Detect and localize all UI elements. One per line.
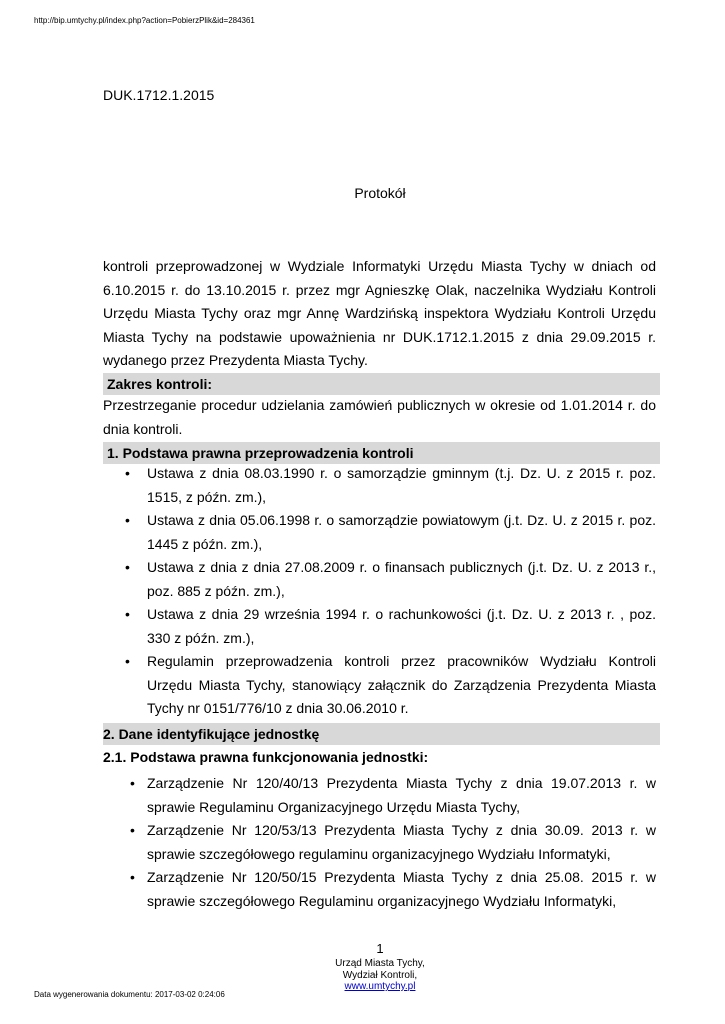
list-item xyxy=(125,556,656,603)
list-item xyxy=(125,603,656,650)
bullet-icon: • xyxy=(130,822,135,838)
page-number: 1 xyxy=(376,941,384,956)
section1-heading: 1. Podstawa prawna przeprowadzenia kontroli xyxy=(103,442,660,464)
case-number: DUK.1712.1.2015 xyxy=(103,87,215,103)
source-url: http://bip.umtychy.pl/index.php?action=PobierzPlik&id=284361 xyxy=(34,16,255,25)
list-item xyxy=(125,509,656,556)
list-item xyxy=(125,650,656,721)
footer-link[interactable]: www.umtychy.pl xyxy=(344,981,416,992)
list-item xyxy=(130,819,656,866)
footer-office: Urząd Miasta Tychy, xyxy=(335,958,425,969)
list-item-text: Ustawa z dnia z dnia 27.08.2009 r. o finansach publicznych (j.t. Dz. U. z 2013 r., poz. 885 z późn. zm.), xyxy=(147,559,656,599)
bullet-icon: • xyxy=(125,559,130,575)
section1-list xyxy=(125,462,656,721)
list-item xyxy=(130,866,656,913)
section21-list xyxy=(130,772,656,913)
scope-text: Przestrzeganie procedur udzielania zamówień publicznych w okresie od 1.01.2014 r. do dnia kontroli. xyxy=(103,397,656,437)
section2-heading: 2. Dane identyfikujące jednostkę xyxy=(103,723,660,745)
generation-date: Data wygenerowania dokumentu: 2017-03-02 0:24:06 xyxy=(34,990,225,999)
bullet-icon: • xyxy=(130,775,135,791)
list-item xyxy=(125,462,656,509)
bullet-icon: • xyxy=(125,606,130,622)
list-item-text: Zarządzenie Nr 120/50/15 Prezydenta Miasta Tychy z dnia 25.08. 2015 r. w sprawie szczegółowego Regulaminu organizacyjnego Wydziału Informatyki, xyxy=(147,869,656,909)
footer-department: Wydział Kontroli, xyxy=(342,970,418,981)
list-item-text: Zarządzenie Nr 120/53/13 Prezydenta Miasta Tychy z dnia 30.09. 2013 r. w sprawie szczegółowego regulaminu organizacyjnego Wydziału Informatyki, xyxy=(147,822,656,862)
list-item-text: Ustawa z dnia 08.03.1990 r. o samorządzie gminnym (t.j. Dz. U. z 2015 r. poz. 1515, z późn. zm.), xyxy=(147,465,656,505)
scope-heading: Zakres kontroli: xyxy=(103,373,660,395)
bullet-icon: • xyxy=(125,465,130,481)
list-item-text: Ustawa z dnia 05.06.1998 r. o samorządzie powiatowym (j.t. Dz. U. z 2015 r. poz. 1445 z późn. zm.), xyxy=(147,512,656,552)
list-item-text: Regulamin przeprowadzenia kontroli przez pracowników Wydziału Kontroli Urzędu Miasta Tychy, stanowiący załącznik do Zarządzenia Prezydenta Miasta Tychy nr 0151/776/10 z dnia 30.06.2010 r. xyxy=(147,653,656,716)
bullet-icon: • xyxy=(125,512,130,528)
bullet-icon: • xyxy=(125,653,130,669)
list-item xyxy=(130,772,656,819)
bullet-icon: • xyxy=(130,869,135,885)
section21-heading: 2.1. Podstawa prawna funkcjonowania jednostki: xyxy=(103,749,429,765)
list-item-text: Zarządzenie Nr 120/40/13 Prezydenta Miasta Tychy z dnia 19.07.2013 r. w sprawie Regulaminu Organizacyjnego Urzędu Miasta Tychy, xyxy=(147,775,656,815)
document-title: Protokół xyxy=(354,185,406,201)
intro-paragraph: kontroli przeprowadzonej w Wydziale Informatyki Urzędu Miasta Tychy w dniach od 6.10.2015 r. do 13.10.2015 r. przez mgr Agnieszkę Olak, naczelnika Wydziału Kontroli Urzędu Miasta Tychy oraz mgr Annę Wardzińską inspektora Wydziału Kontroli Urzędu Miasta Tychy na podstawie upoważnienia nr DUK.1712.1.2015 z dnia 29.09.2015 r. wydanego przez Prezydenta Miasta Tychy. xyxy=(103,258,656,368)
list-item-text: Ustawa z dnia 29 września 1994 r. o rachunkowości (j.t. Dz. U. z 2013 r. , poz. 330 z późn. zm.), xyxy=(147,606,656,646)
